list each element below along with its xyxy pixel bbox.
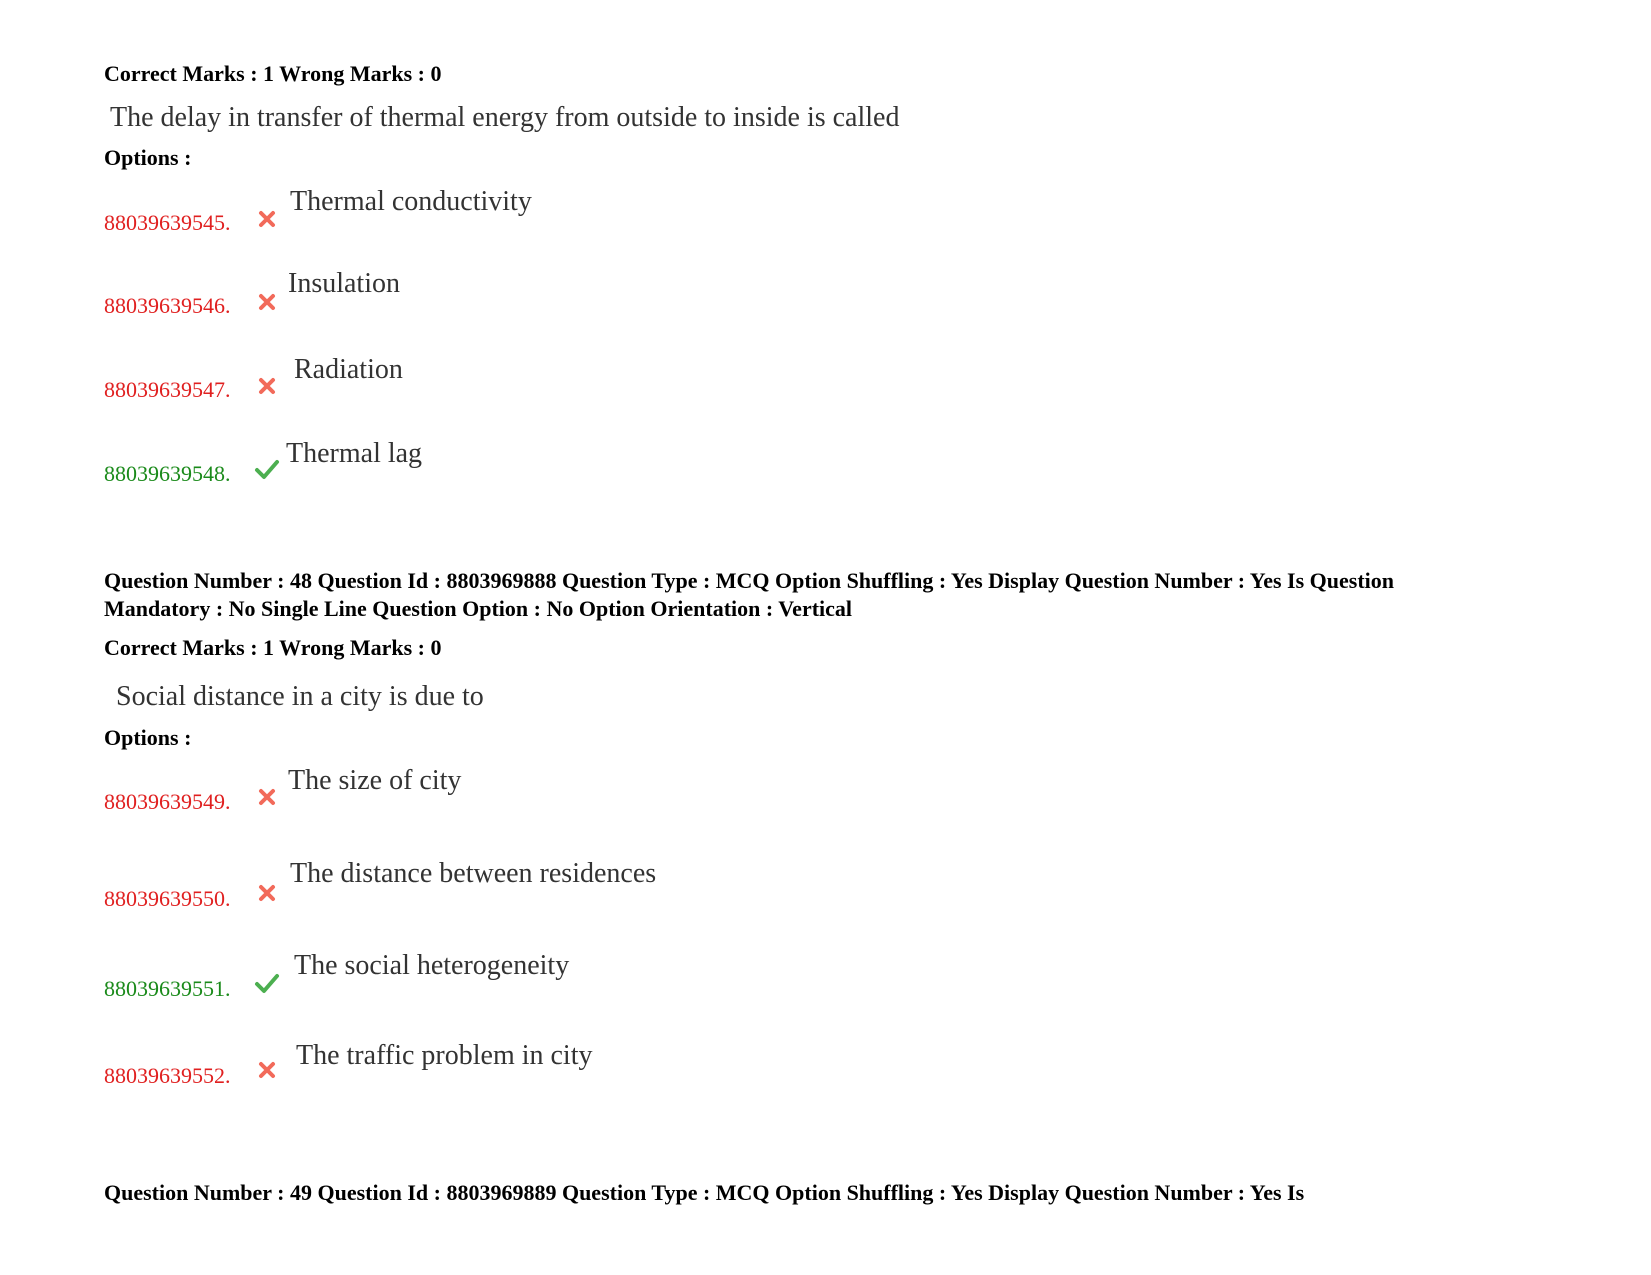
cross-icon	[256, 291, 278, 313]
option-text: The traffic problem in city	[296, 1040, 593, 1071]
option-id: 88039639547.	[104, 377, 231, 402]
option-id: 88039639545.	[104, 210, 231, 235]
option-id: 88039639548.	[104, 461, 231, 486]
q48-question-text: Social distance in a city is due to	[116, 681, 484, 712]
option-id: 88039639550.	[104, 886, 231, 911]
option-id: 88039639551.	[104, 976, 231, 1001]
option-text: The social heterogeneity	[294, 950, 570, 981]
option-text: Thermal lag	[286, 438, 423, 469]
check-icon	[254, 458, 280, 480]
cross-icon	[256, 882, 278, 904]
option-id: 88039639549.	[104, 789, 231, 814]
cross-icon	[256, 208, 278, 230]
q48-options-label: Options :	[104, 725, 192, 750]
option-text: The size of city	[288, 765, 462, 796]
cross-icon	[256, 375, 278, 397]
q47-question-text: The delay in transfer of thermal energy from outside to inside is called	[110, 102, 900, 133]
cross-icon	[256, 786, 278, 808]
option-text: Insulation	[288, 268, 400, 299]
option-text: The distance between residences	[290, 858, 657, 889]
cross-icon	[256, 1059, 278, 1081]
q48-header: Question Number : 48 Question Id : 8803969888 Question Type : MCQ Option Shuffling : Yes Display Question Number : Yes Is Question Mandatory : No Single Line Question Option : No Option Orientation : Vertical	[104, 568, 1394, 621]
check-icon	[254, 972, 280, 994]
q48-marks: Correct Marks : 1 Wrong Marks : 0	[104, 635, 442, 660]
q47-marks: Correct Marks : 1 Wrong Marks : 0	[104, 61, 442, 86]
option-text: Radiation	[294, 354, 403, 385]
option-text: Thermal conductivity	[290, 186, 532, 217]
option-id: 88039639552.	[104, 1063, 231, 1088]
q49-header: Question Number : 49 Question Id : 8803969889 Question Type : MCQ Option Shuffling : Yes Display Question Number : Yes Is	[104, 1180, 1305, 1205]
q47-options-label: Options :	[104, 145, 192, 170]
option-id: 88039639546.	[104, 293, 231, 318]
